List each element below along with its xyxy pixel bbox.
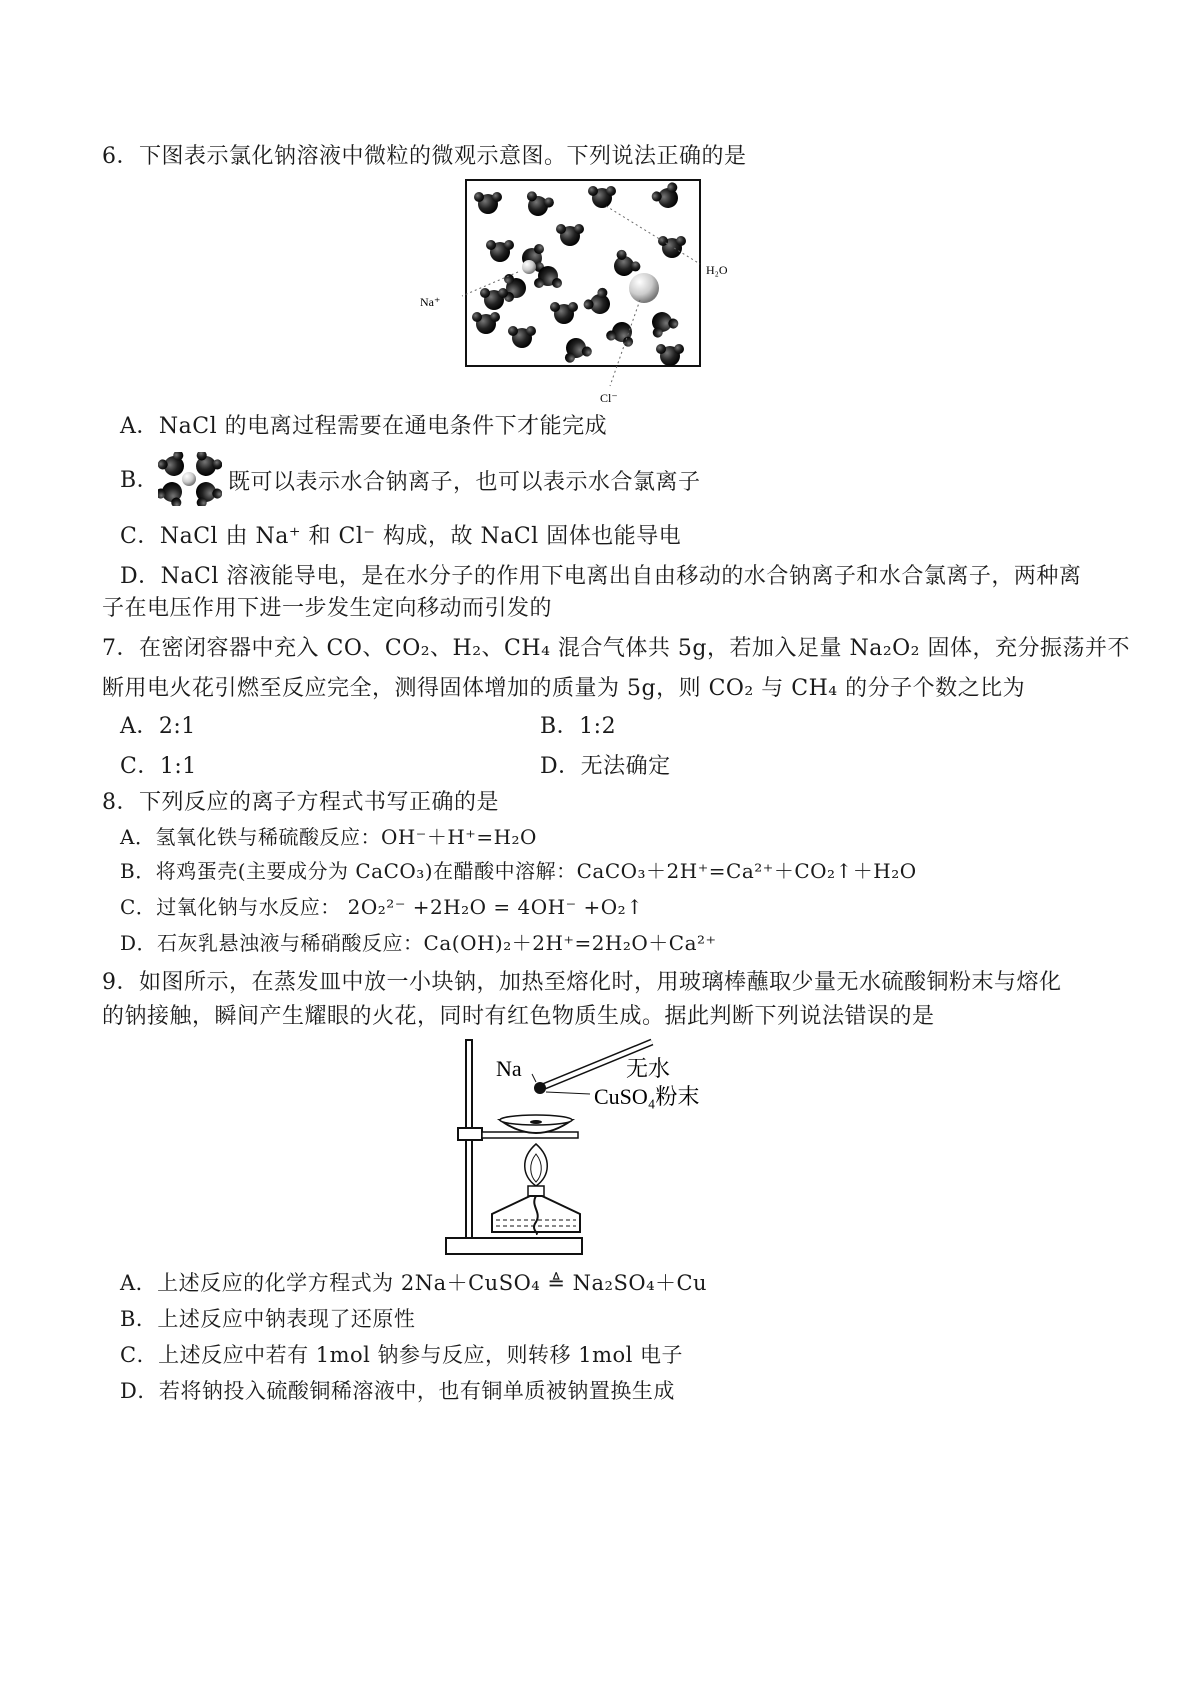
chloride-ion [629,273,659,303]
q6-option-b-label: B． [120,468,160,493]
sodium-copper-sulfate-apparatus [440,1036,740,1264]
label-h2o: H₂O [706,263,728,277]
q9-option-a: A．上述反应的化学方程式为 2Na＋CuSO₄ ≜ Na₂SO₄＋Cu [120,1271,708,1295]
sodium-piece [530,1120,542,1124]
label-anhydrous: 无水 [626,1056,671,1081]
label-na-apparatus: Na [496,1056,522,1081]
q7-stem-line1: 7．在密闭容器中充入 CO、CO₂、H₂、CH₄ 混合气体共 5g，若加入足量 Na₂O₂ 固体，充分振荡并不 [102,636,1130,661]
q8-stem: 8．下列反应的离子方程式书写正确的是 [102,790,499,815]
q7-option-a: A．2:1 [120,714,196,739]
label-cuso4: CuSO₄粉末 [594,1084,700,1109]
q7-option-c: C．1:1 [120,754,197,779]
sodium-ion [522,260,536,274]
q6-option-d-line2: 子在电压作用下进一步发生定向移动而引发的 [102,596,553,621]
q9-stem-line2: 的钠接触，瞬间产生耀眼的火花，同时有红色物质生成。据此判断下列说法错误的是 [102,1004,935,1029]
glass-rod-tip [534,1082,546,1094]
nacl-solution-figure [410,176,750,408]
q8-option-c: C．过氧化钠与水反应： 2O₂²⁻ +2H₂O = 4OH⁻ +O₂↑ [120,895,644,919]
q6-option-c: C．NaCl 由 Na⁺ 和 Cl⁻ 构成，故 NaCl 固体也能导电 [120,524,682,549]
q7-option-d: D．无法确定 [540,754,671,779]
alcohol-lamp [492,1196,580,1232]
q7-option-b: B．1:2 [540,714,617,739]
label-cl: Cl⁻ [600,391,618,405]
q6-stem: 6．下图表示氯化钠溶液中微粒的微观示意图。下列说法正确的是 [102,144,747,169]
q9-option-d: D．若将钠投入硫酸铜稀溶液中，也有铜单质被钠置换生成 [120,1379,675,1403]
hydrated-ion-icon [158,452,222,506]
label-na: Na⁺ [420,295,441,309]
stand-base [446,1238,582,1254]
q8-option-d: D．石灰乳悬浊液与稀硝酸反应：Ca(OH)₂＋2H⁺=2H₂O＋Ca²⁺ [120,931,717,955]
q9-option-c: C．上述反应中若有 1mol 钠参与反应，则转移 1mol 电子 [120,1343,684,1367]
q6-option-d-line1: D．NaCl 溶液能导电，是在水分子的作用下电离出自由移动的水合钠离子和水合氯离子，两种离 [120,564,1082,589]
q8-option-a: A．氢氧化铁与稀硫酸反应：OH⁻＋H⁺=H₂O [120,825,537,849]
figure-frame [466,180,700,366]
q8-option-b: B．将鸡蛋壳(主要成分为 CaCO₃)在醋酸中溶解：CaCO₃＋2H⁺=Ca²⁺＋CO₂↑＋H₂O [120,859,917,883]
q9-stem-line1: 9．如图所示，在蒸发皿中放一小块钠，加热至熔化时，用玻璃棒蘸取少量无水硫酸铜粉末与熔化 [102,970,1062,995]
q6-option-a: A．NaCl 的电离过程需要在通电条件下才能完成 [120,414,608,439]
q9-option-b: B．上述反应中钠表现了还原性 [120,1307,416,1331]
q6-option-b-text: 既可以表示水合钠离子，也可以表示水合氯离子 [228,470,701,495]
q7-stem-line2: 断用电火花引燃至反应完全，测得固体增加的质量为 5g，则 CO₂ 与 CH₄ 的分子个数之比为 [102,676,1026,701]
